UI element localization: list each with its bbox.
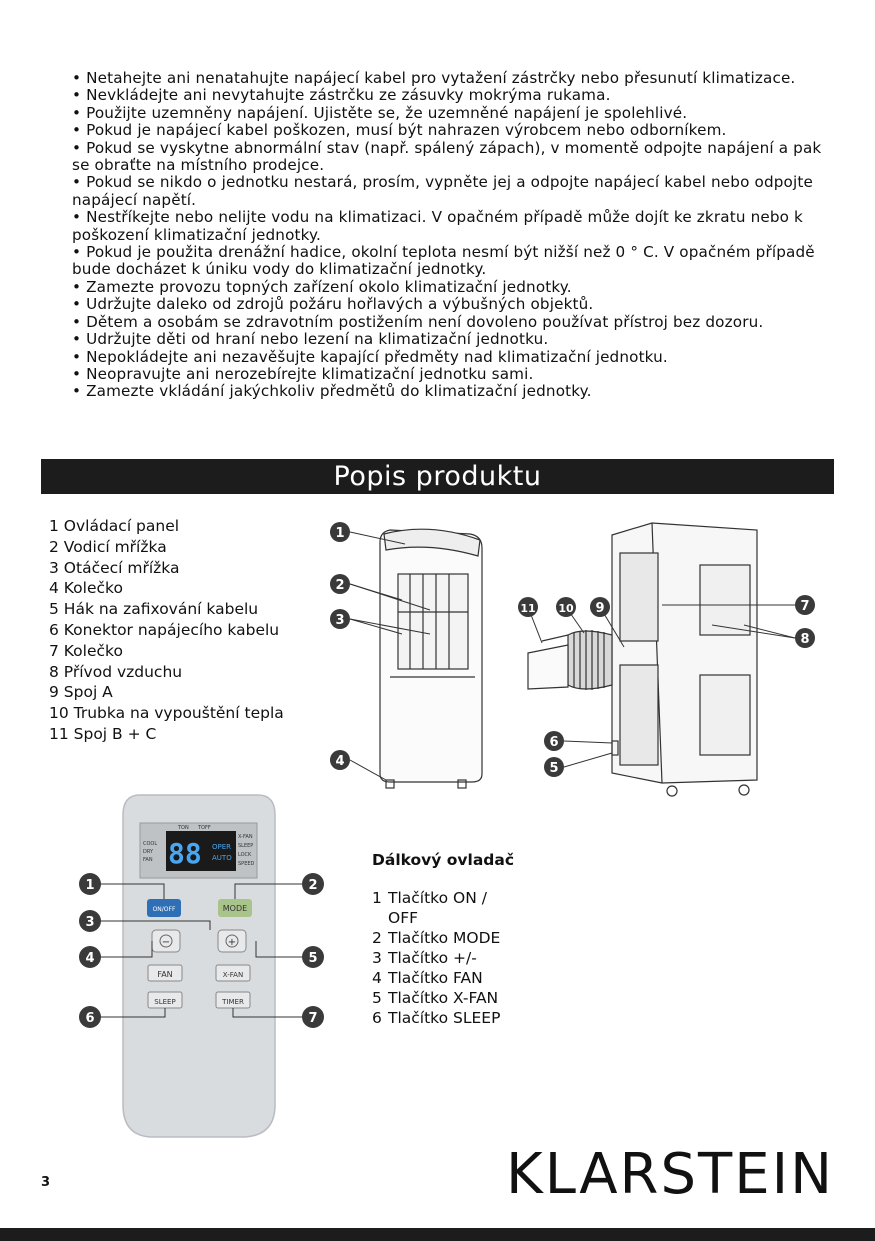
onoff-button-label: ON/OFF [152, 906, 176, 913]
bullet-item: • Pokud se vyskytne abnormální stav (např. spálený zápach), v momentě odpojte napájení a pak se obraťte na místního prodejce. [72, 138, 822, 175]
parts-list-item: 2 Vodicí mřížka [49, 537, 167, 556]
remote-title: Dálkový ovladač [372, 851, 515, 869]
bullet-item: • Nepokládejte ani nezavěšujte kapající předměty nad klimatizační jednotku. [72, 347, 668, 366]
display-label-fan: FAN [143, 857, 153, 863]
plus-button-label: + [227, 937, 237, 948]
bullet-item: • Neopravujte ani nerozebírejte klimatizační jednotku sami. [72, 364, 534, 383]
bullet-item: • Pokud je použita drenážní hadice, okolní teplota nesmí být nižší než 0 ° C. V opačném případě bude docházet k úniku vody do klimatizační jednotky. [72, 243, 815, 279]
callout-number: 9 [595, 601, 605, 616]
callout-number: 11 [520, 602, 536, 615]
remote-control-illustration [70, 785, 340, 1145]
display-label-cool: COOL [143, 841, 158, 847]
parts-list-item: 11 Spoj B + C [49, 724, 157, 743]
bullet-item: • Udržujte daleko od zdrojů požáru hořlavých a výbušných objektů. [72, 295, 594, 314]
display-label-lock: LOCK [238, 852, 252, 858]
remote-callout-number: 3 [85, 915, 95, 930]
remote-callout-number: 4 [85, 951, 95, 966]
callout-number: 10 [558, 602, 574, 615]
remote-callout-number: 7 [308, 1011, 318, 1026]
callout-number: 8 [800, 632, 810, 647]
display-label-sleep: SLEEP [238, 843, 254, 849]
parts-list-item: 8 Přívod vzduchu [49, 662, 183, 681]
remote-item-label: Tlačítko X-FAN [388, 989, 499, 1007]
remote-item [372, 1008, 514, 1028]
safety-instructions [72, 70, 832, 401]
section-title: Popis produktu [333, 461, 542, 492]
callout-number: 4 [335, 754, 345, 769]
brand-logo: KLARSTEIN [506, 1142, 834, 1207]
bullet-item: • Udržujte děti od hraní nebo lezení na klimatizační jednotku. [72, 330, 549, 349]
remote-item-number: 5 [372, 989, 382, 1007]
parts-list-item: 4 Kolečko [49, 579, 123, 598]
remote-description [372, 850, 514, 1028]
remote-item-label: Tlačítko FAN [388, 969, 483, 987]
bullet-item: • Nestříkejte nebo nelijte vodu na klimatizaci. V opačném případě může dojít ke zkratu nebo k poškození klimatizační jednotky. [72, 208, 804, 244]
ac-front-illustration [320, 512, 510, 797]
bullet-item: • Pokud je napájecí kabel poškozen, musí být nahrazen výrobcem nebo odborníkem. [72, 121, 727, 140]
remote-callout-number: 5 [308, 951, 318, 966]
parts-list-item: 9 Spoj A [49, 683, 113, 702]
remote-item-number: 3 [372, 949, 382, 967]
mode-button-label: MODE [222, 904, 248, 913]
remote-callout-number: 1 [85, 878, 95, 893]
display-label-toff: TOFF [198, 825, 211, 831]
fan-button-label: FAN [157, 970, 173, 979]
remote-item-number: 1 [372, 889, 382, 907]
ac-back-illustration [512, 515, 822, 800]
callout-number: 7 [800, 599, 810, 614]
footer-bar [0, 1228, 875, 1241]
parts-list [49, 516, 284, 745]
page-number: 3 [41, 1175, 51, 1190]
remote-item-number: 2 [372, 929, 382, 947]
parts-list-item: 3 Otáčecí mřížka [49, 558, 180, 577]
remote-item-label: Tlačítko SLEEP [388, 1009, 501, 1027]
remote-item [372, 968, 514, 988]
remote-item [372, 948, 514, 968]
bullet-item: • Pokud se nikdo o jednotku nestará, prosím, vypněte jej a odpojte napájecí kabel nebo odpojte napájecí napětí. [72, 173, 813, 209]
minus-button-label: − [161, 937, 171, 948]
remote-item [372, 888, 514, 928]
xfan-button-label: X-FAN [222, 971, 244, 979]
lcd-digits: 88 [168, 837, 202, 870]
callout-number: 1 [335, 526, 345, 541]
remote-item-number: 4 [372, 969, 382, 987]
bullet-item: • Dětem a osobám se zdravotním postižením není dovoleno používat přístroj bez dozoru. [72, 312, 764, 331]
display-label-xfan: X-FAN [238, 834, 253, 840]
callout-number: 3 [335, 613, 345, 628]
lcd-mode-oper: OPER [212, 843, 232, 851]
display-label-ton: TON [178, 825, 189, 831]
parts-list-item: 1 Ovládací panel [49, 517, 180, 535]
bullet-item: • Zamezte provozu topných zařízení okolo klimatizační jednotky. [72, 277, 572, 296]
remote-item [372, 928, 514, 948]
parts-list-item: 10 Trubka na vypouštění tepla [49, 704, 284, 723]
remote-item-label: Tlačítko +/- [388, 949, 477, 967]
remote-item-label: Tlačítko MODE [388, 929, 501, 947]
callout-number: 5 [549, 761, 559, 776]
timer-button-label: TIMER [222, 998, 244, 1006]
display-label-speed: SPEED [238, 861, 255, 867]
parts-list-item: 7 Kolečko [49, 641, 123, 660]
display-label-dry: DRY [143, 849, 154, 855]
section-header-bar [41, 459, 834, 494]
remote-callout-number: 2 [308, 878, 318, 893]
remote-item [372, 988, 514, 1008]
remote-callout-number: 6 [85, 1011, 95, 1026]
callout-number: 6 [549, 735, 559, 750]
sleep-button-label: SLEEP [154, 998, 176, 1006]
bullet-item: • Zamezte vkládání jakýchkoliv předmětů do klimatizační jednotky. [72, 382, 592, 401]
parts-list-item: 6 Konektor napájecího kabelu [49, 620, 280, 639]
lcd-mode-auto: AUTO [212, 854, 232, 862]
bullet-item: • Použijte uzemněny napájení. Ujistěte se, že uzemněné napájení je spolehlivé. [72, 103, 688, 122]
bullet-item: • Netahejte ani nenatahujte napájecí kabel pro vytažení zástrčky nebo přesunutí klimatizace. [72, 69, 796, 87]
callout-number: 2 [335, 578, 345, 593]
remote-item-label: Tlačítko ON / OFF [388, 889, 487, 927]
parts-list-item: 5 Hák na zafixování kabelu [49, 600, 259, 619]
bullet-item: • Nevkládejte ani nevytahujte zástrčku ze zásuvky mokrýma rukama. [72, 86, 611, 105]
remote-item-number: 6 [372, 1009, 382, 1027]
